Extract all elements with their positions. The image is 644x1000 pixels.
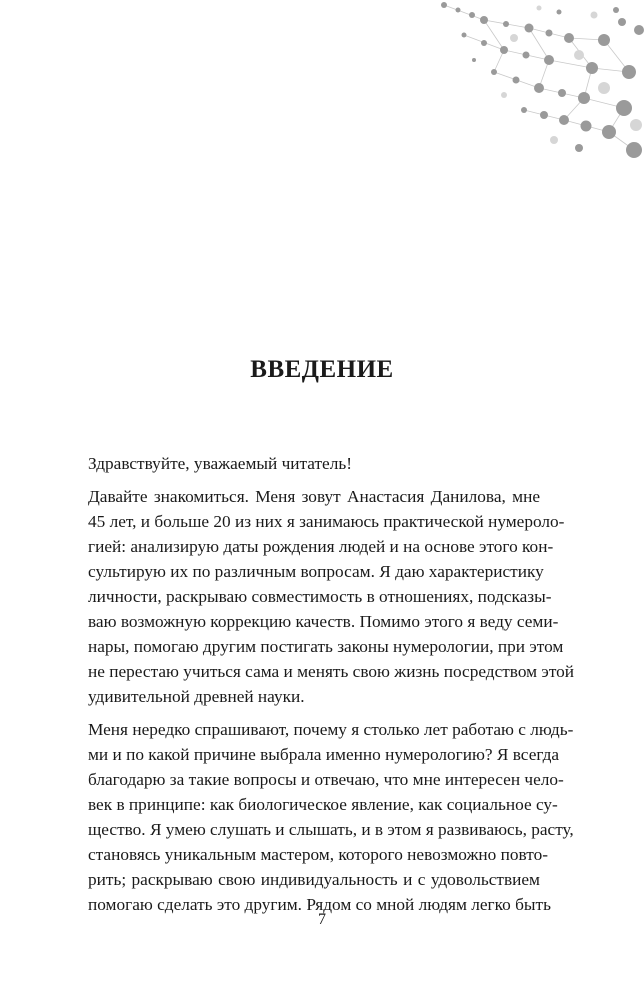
- text-line: нары, помогаю другим постигать законы нумерологии, при этом: [88, 637, 564, 656]
- text-line: ми и по какой причине выбрала именно нумерологию? Я всегда: [88, 745, 560, 764]
- text-line: сультирую их по различным вопросам. Я даю характеристику: [88, 562, 544, 581]
- molecular-network-decoration-icon: [354, 0, 644, 180]
- text-line: щество. Я умею слушать и слышать, и в этом я развиваюсь, расту,: [88, 820, 574, 839]
- paragraph-2: [88, 717, 574, 917]
- text-line: не перестаю учиться сама и менять свою жизнь посредством этой: [88, 662, 575, 681]
- text-line: рить; раскрываю свою индивидуальность и с удовольствием: [88, 870, 540, 889]
- text-line: Здравствуйте, уважаемый читатель!: [88, 454, 352, 473]
- body-text: [88, 451, 575, 925]
- text-line: удивительной древней науки.: [88, 687, 305, 706]
- chapter-title: ВВЕДЕНИЕ: [250, 356, 394, 383]
- page-number: 7: [318, 911, 326, 928]
- text-line: становясь уникальным мастером, которого невозможно повто-: [88, 845, 548, 864]
- text-line: помогаю сделать это другим. Рядом со мной людям легко быть: [88, 895, 551, 914]
- text-line: личности, раскрываю совместимость в отношениях, подсказы-: [88, 587, 552, 606]
- text-line: 45 лет, и больше 20 из них я занимаюсь практической нумероло-: [88, 512, 565, 531]
- greeting-paragraph: [88, 451, 540, 476]
- text-line: благодарю за такие вопросы и отвечаю, что мне интересен чело-: [88, 770, 564, 789]
- text-line: гией: анализирую даты рождения людей и на основе этого кон-: [88, 537, 554, 556]
- text-line: век в принципе: как биологическое явление, как социальное су-: [88, 795, 558, 814]
- text-line: ваю возможную коррекцию качеств. Помимо этого я веду семи-: [88, 612, 559, 631]
- paragraph-1: [88, 484, 575, 709]
- text-line: Меня нередко спрашивают, почему я столько лет работаю с людь-: [88, 720, 574, 739]
- text-line: Давайте знакомиться. Меня зовут Анастасия Данилова, мне: [88, 487, 540, 506]
